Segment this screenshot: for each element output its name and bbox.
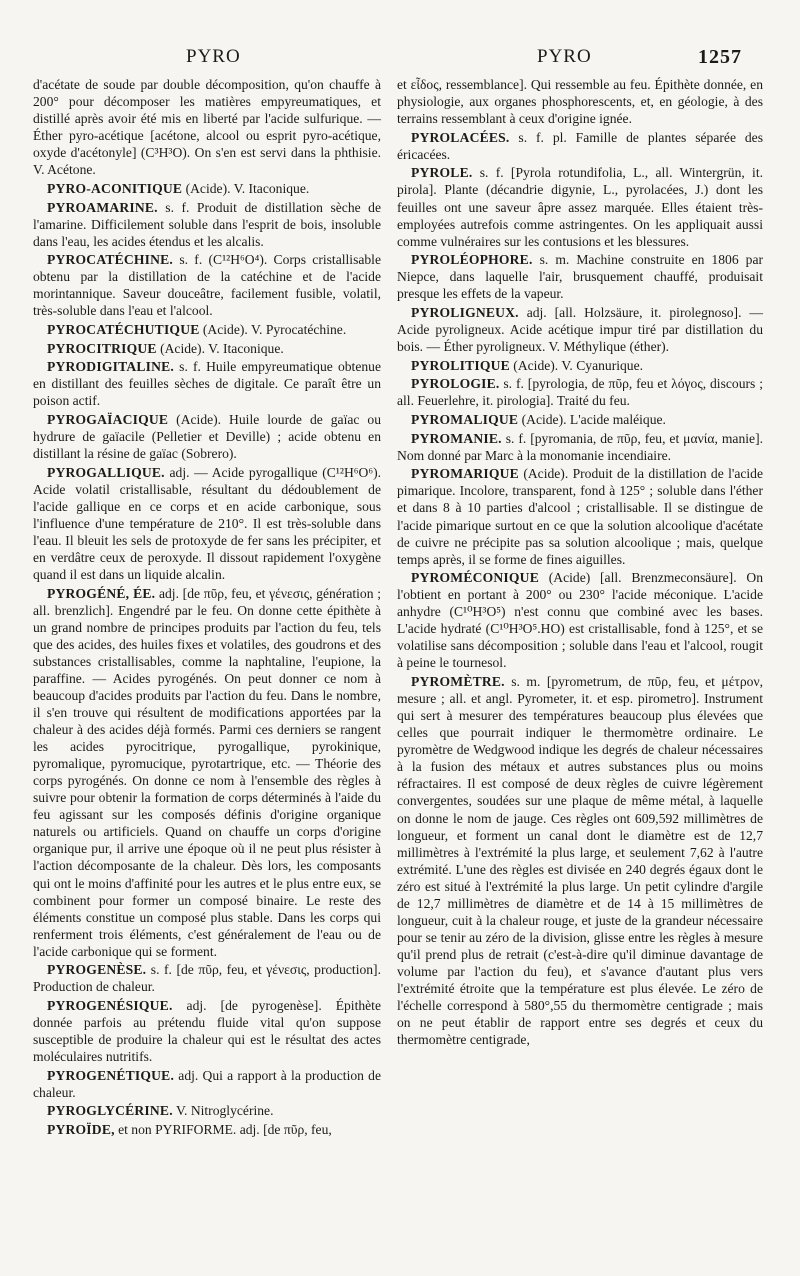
entry-headword: PYROGENÉSIQUE. (47, 998, 173, 1014)
entry-text: (Acide). Huile lourde de gaïac ou hydrure de gaïacile (Pelletier et Deville) ; acide obtenu en distillant la résine de gaïac (Sobrero). (33, 412, 381, 462)
page-header (0, 46, 800, 72)
dictionary-entry (397, 164, 763, 249)
entry-text: s. f. (C¹²H⁶O⁴). Corps cristallisable obtenu par la distillation de la catéchine et de l'acide morintannique. Saveur douceâtre, facilement fusible, volatil, très-soluble dans l'eau et l'alcool. (33, 252, 381, 319)
entry-text: adj. — Acide pyrogallique (C¹²H⁶O⁶). Acide volatil cristallisable, résultant du dédoublement de l'acide gallique en ce corps et en acide carbonique, sous l'influence d'une température de 210°. Il est très-soluble dans l'eau. Il bleuit les sels de protoxyde de fer sans les précipiter, et en verdâtre ceux de peroxyde. Il dissout rapidement l'oxygène quand il est dans un liquide alcalin. (33, 464, 381, 583)
dictionary-entry (397, 673, 763, 1048)
entry-text: s. m. Machine construite en 1806 par Niepce, dans laquelle l'air, brusquement chauffé, produisait presque les effets de la vapeur. (397, 252, 764, 302)
entry-text: adj. Qui a rapport à la production de chaleur. (33, 1067, 381, 1100)
entry-text: s. f. Produit de distillation sèche de l'amarine. Difficilement soluble dans l'esprit de bois, insoluble dans l'eau, les acides étendus et les alcalis. (33, 199, 381, 249)
entry-text: s. f. [pyrologia, de πῦρ, feu et λόγος, discours ; all. Feuerlehre, it. pirologia]. Traité du feu. (397, 376, 763, 409)
dictionary-entry (33, 251, 381, 319)
dictionary-entry (33, 585, 381, 960)
entry-text: V. Nitroglycérine. (175, 1103, 274, 1119)
dictionary-entry (33, 464, 381, 583)
entry-text: s. f. pl. Famille de plantes séparée des éricacées. (397, 129, 763, 162)
dictionary-entry (33, 997, 381, 1065)
entry-headword: PYROGENÉTIQUE. (47, 1067, 175, 1083)
dictionary-entry (397, 357, 763, 374)
right-column (397, 76, 763, 1050)
dictionary-entry (33, 76, 381, 178)
dictionary-entry (397, 304, 763, 355)
dictionary-entry (397, 251, 763, 302)
entry-headword: PYROMÉCONIQUE (411, 570, 539, 586)
entry-text: (Acide). Produit de la distillation de l'acide pimarique. Incolore, transparent, fond à 125° ; soluble dans l'éther et dans 8 à 10 parties d'alcool ; cristallisable. Il se distingue de l'acide pimarique surtout en ce que la solution alcoolique d'acétate de cuivre ne précipite pas sa solution alcoolique ; mais, quelque temps après, il se forme de fines aiguilles. (397, 466, 763, 567)
entry-text: (Acide). L'acide maléique. (521, 412, 666, 428)
dictionary-entry (33, 961, 381, 995)
entry-headword: PYROGÉNÉ, ÉE. (47, 585, 156, 601)
page-number: 1257 (698, 46, 742, 68)
entry-text: s. f. [Pyrola rotundifolia, L., all. Wintergrün, it. pirola]. Plante (décandrie digynie, L., pyrolacées, J.) dont les feuilles ont une saveur âpre assez marquée. Elles étaient très-employées autrefois comme astringentes. On les appliquait aussi comme vulnéraires sur les contusions et les blessures. (397, 165, 764, 249)
entry-headword: PYROÏDE, (47, 1122, 115, 1138)
entry-headword: PYROCATÉCHUTIQUE (47, 322, 200, 338)
entry-headword: PYROGAÏACIQUE (47, 412, 169, 428)
entry-text: (Acide) [all. Brenzmeconsäure]. On l'obtient en portant à 200° ou 230° l'acide méconique. L'acide anhydre (C¹⁰H³O⁵) n'est connu que combiné avec les bases. L'acide hydraté (C¹⁰H³O⁵.HO) est cristallisable, fond à 125°, et se volatilise sans décomposition ; soluble dans l'eau et l'alcool, rougit à peine le tournesol. (397, 570, 763, 671)
entry-text: s. m. [pyrometrum, de πῦρ, feu, et μέτρον, mesure ; all. et angl. Pyrometer, it. et esp. pirometro]. Instrument qui sert à mesurer des températures beaucoup plus élevées que celles que pourrait indiquer le thermomètre ordinaire. Le pyromètre de Wedgwood indique les degrés de chaleur nécessaires à la fusion des métaux et autres substances plus ou moins réfractaires. Il est composé de deux règles de cuivre légèrement convergentes, soudées sur une plaque de même métal, à laquelle on donne le nom de jauge. Ces règles ont 609,592 millimètres de longueur, et forment un canal dont le diamètre est de 12,7 millimètres à l'extrémité la plus large, et seulement 7,62 à l'autre extrémité. L'une des règles est divisée en 240 degrés égaux dont le zéro est situé à l'extrémité la plus large. Un petit cylindre d'argile de 12,7 millimètres de diamètre et de 14 à 15 millimètres de longueur, cuit à la chaleur rouge, et juste de la grandeur nécessaire pour se tenir au zéro de la division, glisse entre les règles à mesure qu'il prend plus de retrait (c'est-à-dire qu'il diminue davantage de volume par l'action du feu), et s'avance d'autant plus vers l'extrémité étroite que la température est plus élevée. Le zéro de l'échelle correspond à 580°,55 du thermomètre centigrade ; mais on ne peut établir de rapport entre ses degrés et ceux du thermomètre centigrade, (397, 674, 763, 1048)
entry-headword: PYROCITRIQUE (47, 340, 157, 356)
entry-headword: PYROMÈTRE. (411, 674, 505, 690)
dictionary-entry (33, 358, 381, 409)
dictionary-entry (33, 411, 381, 462)
entry-headword: PYROMALIQUE (411, 412, 519, 428)
dictionary-entry (397, 430, 763, 464)
dictionary-entry (33, 340, 381, 357)
left-column (33, 76, 381, 1140)
dictionary-entry (33, 199, 381, 250)
running-head-right: PYRO (537, 46, 592, 67)
entry-headword: PYROMARIQUE (411, 466, 519, 482)
entry-text: et εἶδος, ressemblance]. Qui ressemble au feu. Épithète donnée, en physiologie, aux organes phosphorescents, et, en géologie, à des terrains ressemblant à ceux d'origine ignée. (397, 77, 763, 127)
entry-headword: PYRODIGITALINE. (47, 359, 174, 375)
entry-text: s. f. [pyromania, de πῦρ, feu, et μανία, manie]. Nom donné par Marc à la monomanie incendiaire. (397, 430, 763, 463)
entry-headword: PYROLÉOPHORE. (411, 252, 533, 268)
entry-text: (Acide). V. Cyanurique. (513, 357, 644, 373)
entry-headword: PYROLOGIE. (411, 376, 500, 392)
entry-headword: PYROGENÈSE. (47, 962, 147, 978)
entry-text: s. f. [de πῦρ, feu, et γένεσις, production]. Production de chaleur. (33, 962, 381, 995)
entry-text: adj. [de pyrogenèse]. Épithète donnée parfois au prétendu fluide vital qu'on suppose susceptible de produire la chaleur qui est le résultat des actes moléculaires nutritifs. (33, 998, 381, 1065)
dictionary-entry (397, 569, 763, 671)
entry-headword: PYRO-ACONITIQUE (47, 180, 183, 196)
entry-text: (Acide). V. Itaconique. (160, 340, 284, 356)
running-head-left: PYRO (186, 46, 241, 67)
entry-text: adj. [de πῦρ, feu, et γένεσις, génération ; all. brenzlich]. Engendré par le feu. On donne cette épithète à un grand nombre de principes produits par l'action du feu, tels que des acides, des huiles fixes et volatiles, des goudrons et des substances cristallisables, comme la naphtaline, l'eupione, la paraffine. — Acides pyrogénés. On peut donner ce nom à beaucoup d'acides produits par l'action du feu. Dans le nombre, il s'en trouve qui résultent de modifications apportées par la chaleur à des acides déjà formés. Parmi ces derniers se rangent les acides pyrocitrique, pyrogallique, pyrokinique, pyromalique, pyromucique, pyrotartrique, etc. — Théorie des corps pyrogénés. On donne ce nom à l'ensemble des règles à suivre pour obtenir la formation de corps déterminés à l'aide du feu agissant sur les composés définis d'origine organique naturels ou artificiels. Quand on chauffe un corps d'origine organique pur, il arrive une époque où il ne peut plus résister à l'action décomposante de la chaleur. Dès lors, les composants qui ont le moins d'affinité pour les autres et le plus entre eux, se combinent pour former un composé binaire. Le reste des éléments constitue un composé plus stable. Dans les corps qui renferment trois éléments, c'est généralement de l'eau ou de l'acide carbonique qui se forment. (33, 585, 381, 959)
dictionary-entry (397, 465, 763, 567)
entry-headword: PYROAMARINE. (47, 199, 158, 215)
entry-headword: PYROLITIQUE (411, 357, 510, 373)
entry-text: d'acétate de soude par double décomposition, qu'on chauffe à 200° pour décomposer les matières empyreumatiques, et distillé après avoir été mis en liberté par l'acide sulfurique. — Éther pyro-acétique [acétone, alcool ou esprit pyro-acétique, oxyde d'acétonyle] (C³H³O). On s'en est servi dans la phthisie. V. Acétone. (33, 77, 381, 178)
dictionary-entry (33, 321, 381, 338)
entry-text: (Acide). V. Itaconique. (185, 180, 310, 196)
entry-text: (Acide). V. Pyrocatéchine. (202, 322, 347, 338)
entry-text: adj. [all. Holzsäure, it. pirolegnoso]. — Acide pyroligneux. Acide acétique impur tiré par distillation du bois. — Éther pyroligneux. V. Méthylique (éther). (397, 304, 764, 355)
entry-text: et non PYRIFORME. adj. [de πῦρ, feu, (118, 1122, 332, 1138)
dictionary-entry (397, 76, 763, 127)
entry-headword: PYROLE. (411, 165, 473, 181)
dictionary-entry (397, 411, 763, 428)
entry-headword: PYROLIGNEUX. (411, 304, 519, 320)
dictionary-entry (397, 375, 763, 409)
entry-text: s. f. Huile empyreumatique obtenue en distillant des feuilles sèches de digitale. Ce paraît être un poison actif. (33, 359, 381, 409)
entry-headword: PYROGALLIQUE. (47, 464, 165, 480)
entry-headword: PYROCATÉCHINE. (47, 252, 174, 268)
entry-headword: PYROMANIE. (411, 430, 502, 446)
dictionary-entry (33, 180, 381, 197)
dictionary-entry (33, 1102, 381, 1119)
entry-headword: PYROGLYCÉRINE. (47, 1103, 173, 1119)
dictionary-entry (397, 129, 763, 163)
dictionary-entry (33, 1067, 381, 1101)
entry-headword: PYROLACÉES. (411, 129, 510, 145)
dictionary-entry (33, 1121, 381, 1138)
